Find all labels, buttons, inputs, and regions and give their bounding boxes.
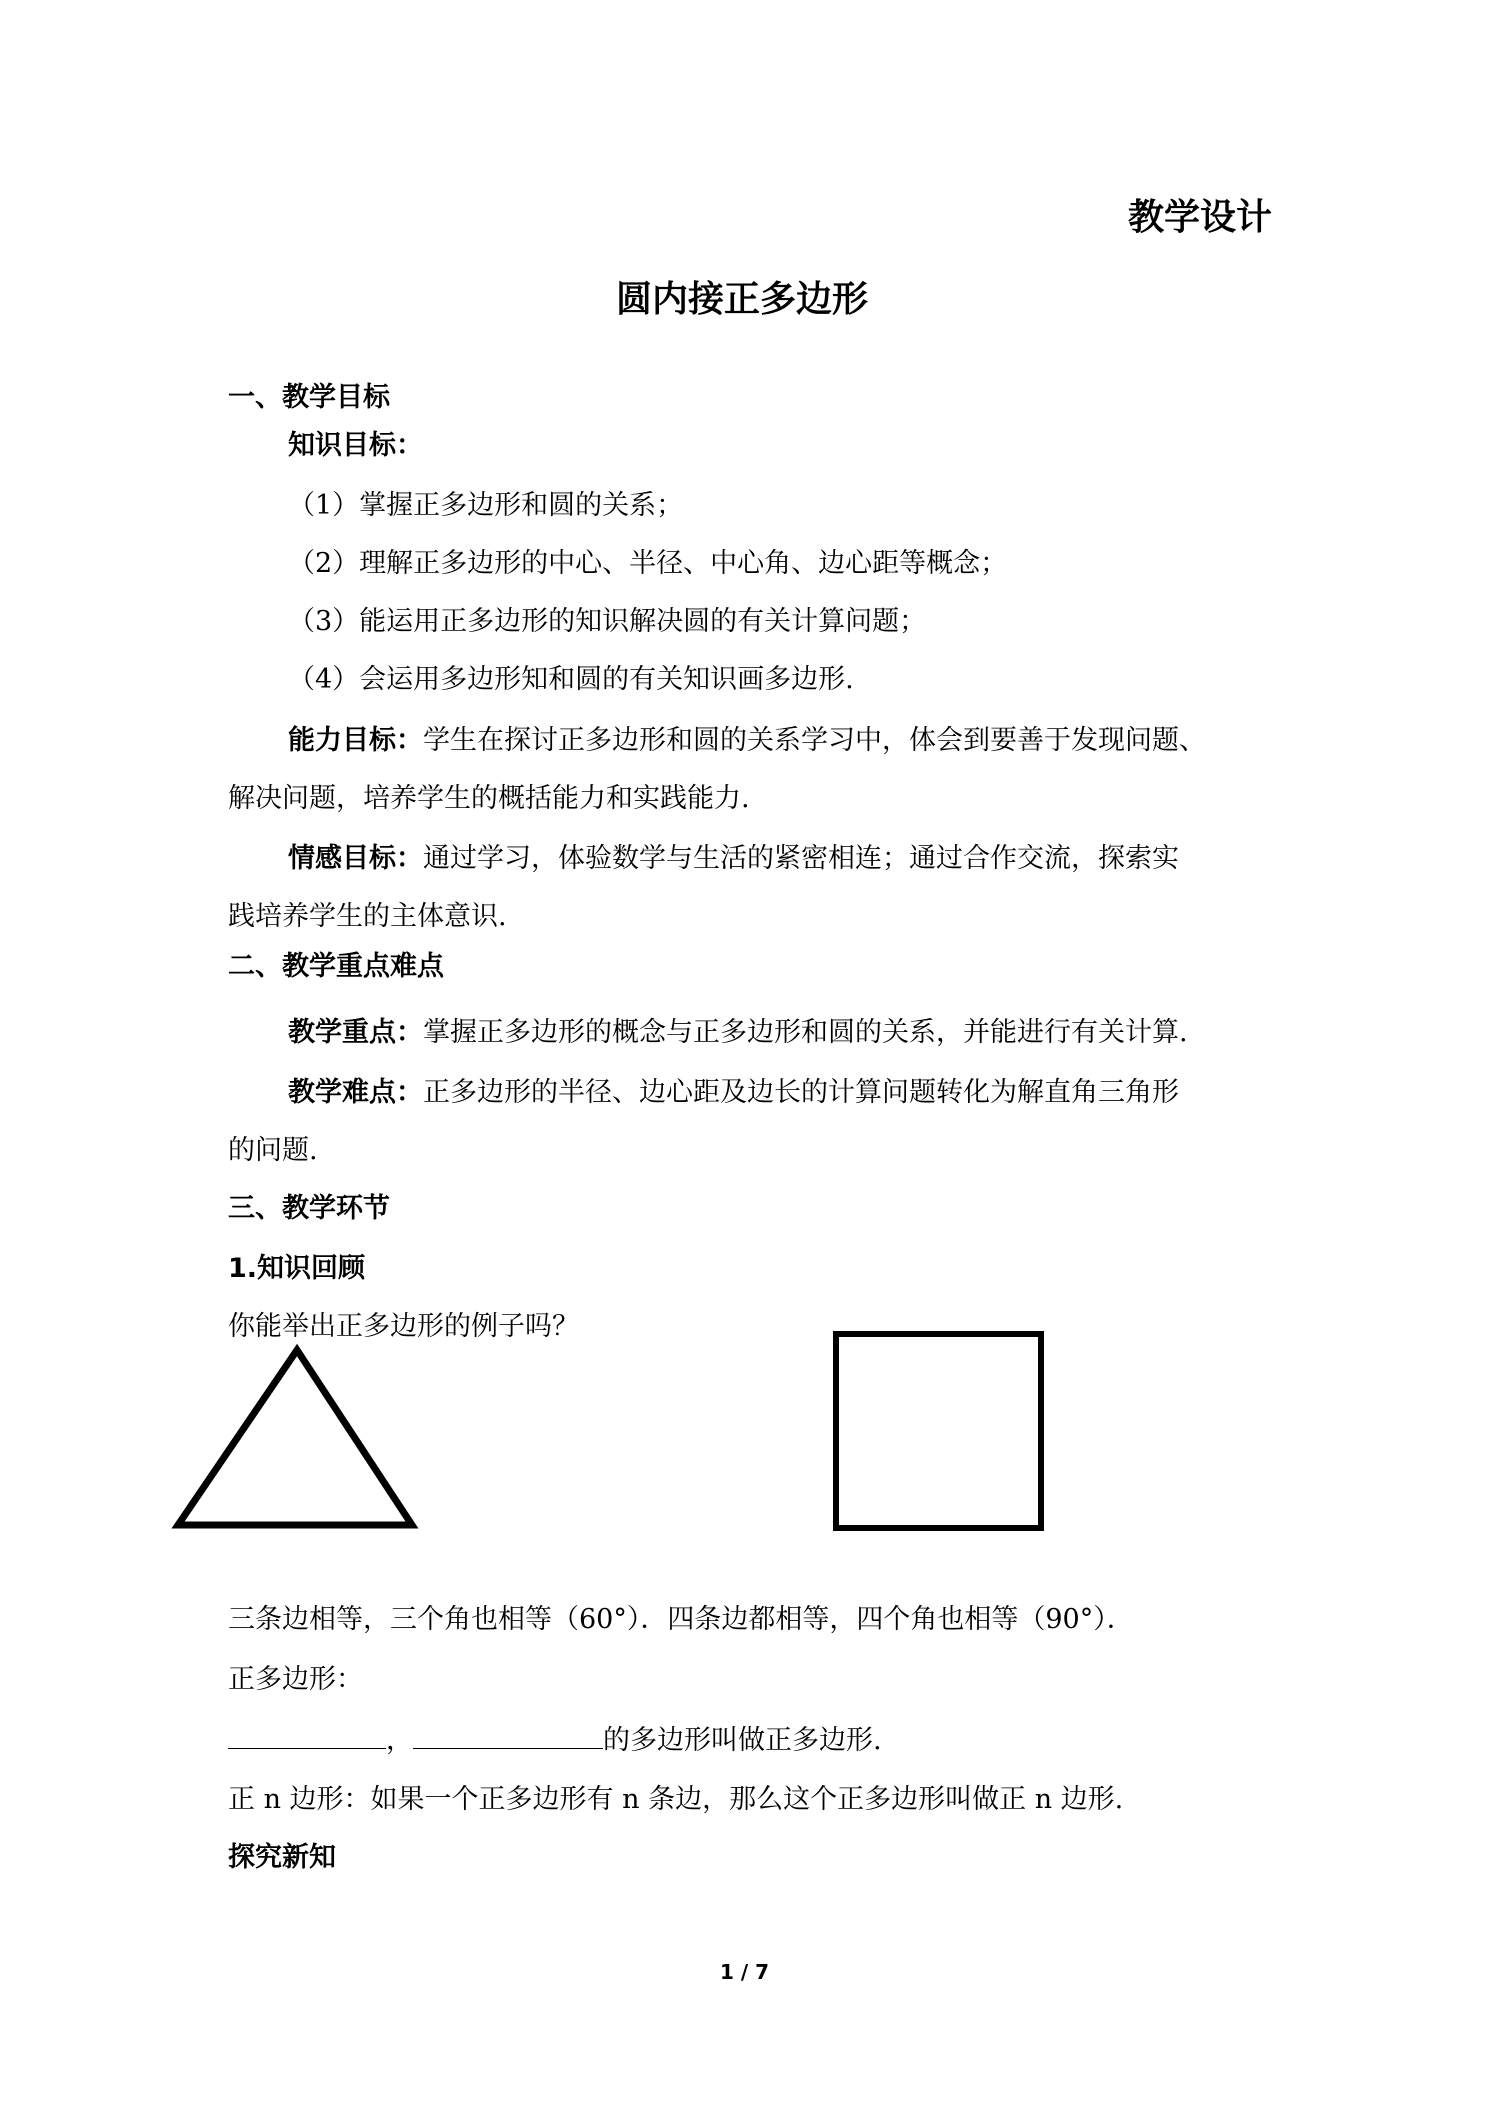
blank-separator: ， xyxy=(386,1725,413,1756)
square-shape xyxy=(836,1334,1041,1528)
difficulty-text: 正多边形的半径、边心距及边长的计算问题转化为解直角三角形 xyxy=(423,1077,1179,1108)
ability-goals xyxy=(288,723,1206,759)
doc-type-heading: 教学设计 xyxy=(1127,197,1272,238)
subsection-heading-review: 1.知识回顾 xyxy=(228,1253,366,1284)
section-heading-objectives: 一、教学目标 xyxy=(228,382,390,413)
list-item: （2）理解正多边形的中心、半径、中心角、边心距等概念； xyxy=(288,548,1008,579)
definition-fill-in xyxy=(228,1722,882,1759)
answer-blank-1[interactable] xyxy=(228,1722,386,1749)
review-question: 你能举出正多边形的例子吗？ xyxy=(228,1311,579,1342)
difficulty-label: 教学难点： xyxy=(288,1077,423,1108)
list-item: （1）掌握正多边形和圆的关系； xyxy=(288,490,684,521)
ability-goals-text: 学生在探讨正多边形和圆的关系学习中，体会到要善于发现问题、 xyxy=(423,725,1206,756)
key-point-label: 教学重点： xyxy=(288,1017,423,1048)
difficulty-text-cont: 的问题. xyxy=(228,1135,318,1166)
list-item: （3）能运用正多边形的知识解决圆的有关计算问题； xyxy=(288,606,927,637)
ability-goals-text-cont: 解决问题，培养学生的概括能力和实践能力. xyxy=(228,783,750,814)
emotion-goals-text-cont: 践培养学生的主体意识. xyxy=(228,901,507,932)
page-number: 1 / 7 xyxy=(720,1960,770,1984)
definition-suffix: 的多边形叫做正多边形. xyxy=(603,1725,882,1756)
knowledge-goals-label: 知识目标： xyxy=(288,430,423,461)
emotion-goals-label: 情感目标： xyxy=(288,843,423,874)
square-figure xyxy=(830,1328,1050,1538)
key-point xyxy=(288,1015,1188,1051)
key-point-text: 掌握正多边形的概念与正多边形和圆的关系，并能进行有关计算. xyxy=(423,1017,1188,1048)
triangle-shape xyxy=(178,1350,412,1525)
definition-label: 正多边形： xyxy=(228,1664,363,1695)
section-heading-key-points: 二、教学重点难点 xyxy=(228,951,444,982)
answer-blank-2[interactable] xyxy=(413,1722,603,1749)
shape-facts: 三条边相等，三个角也相等（60°）．四条边都相等，四个角也相等（90°）． xyxy=(228,1604,1134,1635)
subsection-heading-explore: 探究新知 xyxy=(228,1842,336,1873)
difficulty xyxy=(288,1075,1179,1111)
section-heading-teaching-steps: 三、教学环节 xyxy=(228,1193,390,1224)
list-item: （4）会运用多边形知和圆的有关知识画多边形. xyxy=(288,664,854,695)
ngon-definition: 正 n 边形：如果一个正多边形有 n 条边，那么这个正多边形叫做正 n 边形. xyxy=(228,1784,1124,1815)
emotion-goals xyxy=(288,841,1179,877)
ability-goals-label: 能力目标： xyxy=(288,725,423,756)
equilateral-triangle-figure xyxy=(170,1340,430,1540)
emotion-goals-text: 通过学习，体验数学与生活的紧密相连；通过合作交流，探索实 xyxy=(423,843,1179,874)
page-title: 圆内接正多边形 xyxy=(616,279,869,320)
